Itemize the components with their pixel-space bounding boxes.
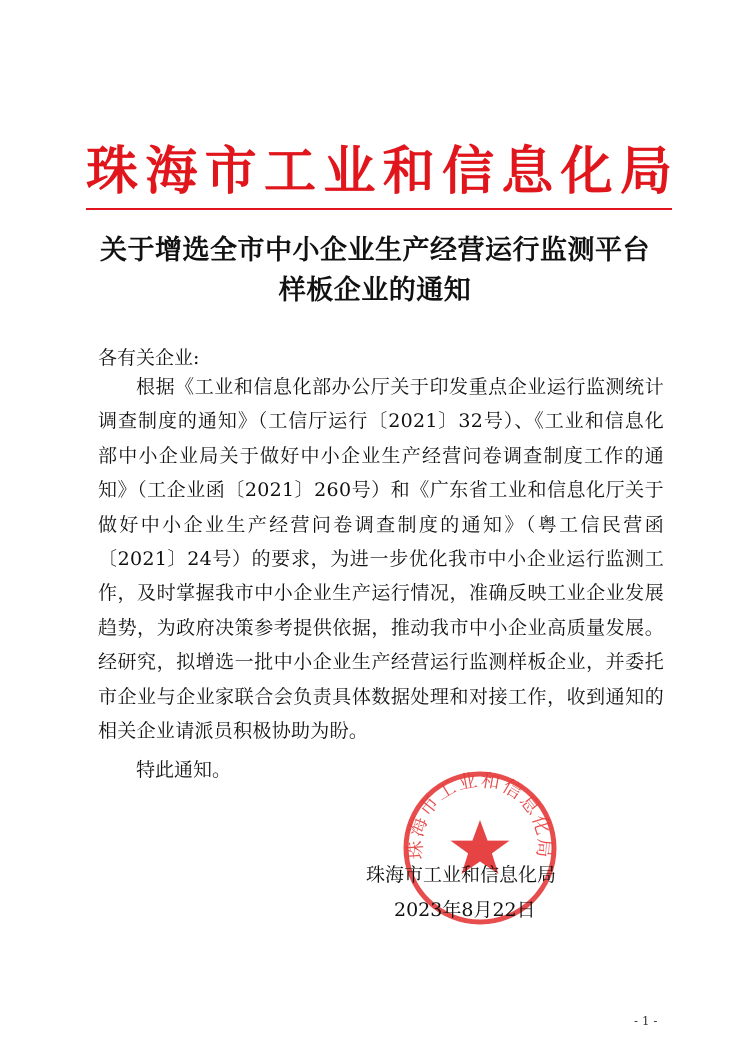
- document-title-line-1: 关于增选全市中小企业生产经营运行监测平台: [100, 235, 650, 266]
- header-char: 息: [501, 142, 554, 202]
- header-char: 化: [560, 142, 613, 202]
- page-number: - 1 -: [634, 1014, 658, 1028]
- issuing-authority-header: [86, 138, 672, 206]
- header-char: 信: [441, 142, 494, 202]
- header-char: 业: [323, 142, 376, 202]
- header-char: 工: [263, 142, 316, 202]
- header-char: 局: [619, 142, 672, 202]
- header-char: 和: [382, 142, 435, 202]
- header-red-rule: [86, 208, 672, 210]
- header-char: 海: [145, 142, 198, 202]
- body-paragraph: 根据《工业和信息化部办公厅关于印发重点企业运行监测统计调查制度的通知》（工信厅运行〔2021〕32号）、《工业和信息化部中小企业局关于做好中小企业生产经营问卷调查制度工作的通知》（工企业函〔2021〕260号）和《广东省工业和信息化厅关于做好中小企业生产经营问卷调查制度的通知》（粤工信民营函〔2021〕24号）的要求，为进一步优化我市中小企业运行监测工作，及时掌握我市中小企业生产运行情况，准确反映工业企业发展趋势，为政府决策参考提供依据，推动我市中小企业高质量发展。经研究，拟增选一批中小企业生产经营运行监测样板企业，并委托市企业与企业家联合会负责具体数据处理和对接工作，收到通知的相关企业请派员积极协助为盼。: [98, 376, 664, 743]
- header-char: 市: [204, 142, 257, 202]
- issue-date: 2023年8月22日: [394, 899, 536, 921]
- signature-authority: 珠海市工业和信息化局: [366, 864, 557, 886]
- salutation: 各有关企业:: [98, 347, 200, 369]
- seal-arc-text: 珠海市工业和信息化局: [404, 769, 556, 861]
- header-char: 珠: [86, 142, 139, 202]
- closing-line: 特此通知。: [136, 759, 232, 781]
- document-title-line-2: 样板企业的通知: [278, 275, 472, 306]
